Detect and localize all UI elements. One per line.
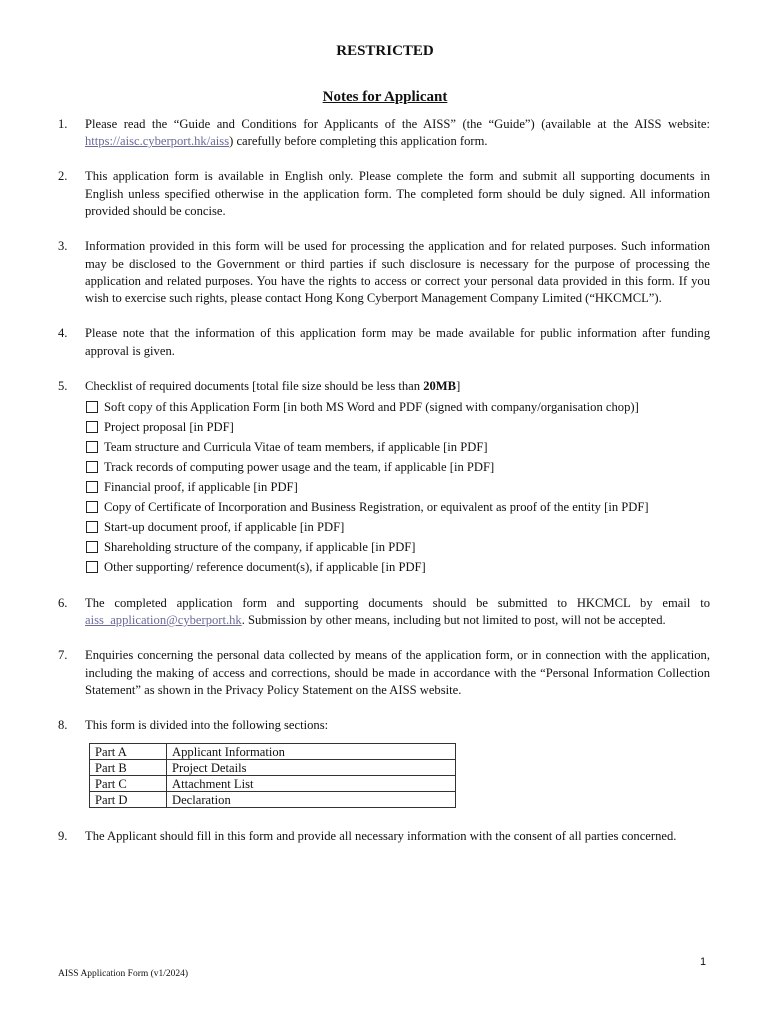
note-6 bbox=[58, 595, 710, 630]
checklist-intro bbox=[85, 378, 710, 395]
page-number: 1 bbox=[700, 956, 707, 968]
checklist-item-label: Financial proof, if applicable [in PDF] bbox=[104, 480, 298, 495]
checklist-item-label: Track records of computing power usage and the team, if applicable [in PDF] bbox=[104, 460, 495, 475]
checklist-item[interactable] bbox=[85, 437, 710, 457]
file-size-limit: 20MB bbox=[423, 378, 457, 393]
section-part-cell: Part A bbox=[90, 744, 167, 760]
note-text: Please note that the information of this application form may be made available for public information after funding approval is given. bbox=[85, 326, 710, 358]
checklist-item[interactable] bbox=[85, 397, 710, 417]
checklist-item[interactable] bbox=[85, 497, 710, 517]
document-checklist bbox=[85, 397, 710, 577]
note-text-segment: The completed application form and supporting documents should be submitted to HKCMCL by email to bbox=[85, 595, 710, 610]
table-row bbox=[90, 792, 456, 808]
note-4 bbox=[58, 325, 710, 360]
note-5 bbox=[58, 378, 710, 577]
note-text: This form is divided into the following sections: bbox=[85, 718, 329, 733]
footer-form-label: AISS Application Form (v1/2024) bbox=[58, 969, 189, 979]
checkbox-icon[interactable] bbox=[86, 561, 98, 573]
note-number: 2. bbox=[58, 169, 68, 184]
note-text-segment: Please read the “Guide and Conditions for Applicants of the AISS” (the “Guide”) (available at the AISS website: bbox=[85, 117, 710, 131]
sections-table bbox=[89, 743, 456, 808]
note-9 bbox=[58, 828, 710, 845]
note-8 bbox=[58, 717, 710, 808]
note-number: 6. bbox=[58, 595, 68, 610]
checklist-item-label: Team structure and Curricula Vitae of team members, if applicable [in PDF] bbox=[104, 440, 488, 455]
table-row bbox=[90, 760, 456, 776]
note-number: 3. bbox=[58, 239, 68, 254]
section-name-cell: Project Details bbox=[167, 760, 456, 776]
note-number: 7. bbox=[58, 648, 68, 663]
section-name-cell: Applicant Information bbox=[167, 744, 456, 760]
aiss-website-link[interactable]: https://aisc.cyberport.hk/aiss bbox=[85, 134, 230, 149]
section-name-cell: Declaration bbox=[167, 792, 456, 808]
note-text: Information provided in this form will be used for processing the application and for related purposes. Such information may be disclosed to the Government or third parties if such disclosure is necessary for the purpose of processing the application and related purposes. You have the rights to access or correct your personal data provided in this form. If you wish to exercise such rights, please contact Hong Kong Cyberport Management Company Limited (“HKCMCL”). bbox=[85, 239, 710, 306]
checklist-item[interactable] bbox=[85, 537, 710, 557]
notes-list bbox=[58, 116, 710, 863]
note-number: 9. bbox=[58, 829, 68, 844]
section-part-cell: Part C bbox=[90, 776, 167, 792]
checklist-item-label: Soft copy of this Application Form [in both MS Word and PDF (signed with company/organisation chop)] bbox=[104, 400, 639, 415]
checkbox-icon[interactable] bbox=[86, 481, 98, 493]
note-text bbox=[85, 116, 710, 151]
note-text-segment: ) carefully before completing this application form. bbox=[229, 134, 488, 149]
note-number: 5. bbox=[58, 378, 68, 393]
note-text bbox=[85, 595, 710, 630]
note-text-segment: Checklist of required documents [total file size should be less than bbox=[85, 378, 424, 393]
checklist-item-label: Copy of Certificate of Incorporation and Business Registration, or equivalent as proof of the entity [in PDF] bbox=[104, 500, 649, 515]
section-part-cell: Part B bbox=[90, 760, 167, 776]
checklist-item-label: Start-up document proof, if applicable [in PDF] bbox=[104, 520, 345, 535]
note-text: This application form is available in English only. Please complete the form and submit all supporting documents in English unless specified otherwise in the application form. The completed form should be duly signed. All information provided should be concise. bbox=[85, 169, 710, 219]
classification-label: RESTRICTED bbox=[336, 43, 434, 59]
checkbox-icon[interactable] bbox=[86, 401, 98, 413]
page-title: Notes for Applicant bbox=[322, 89, 448, 105]
table-row bbox=[90, 744, 456, 760]
note-text: Enquiries concerning the personal data collected by means of the application form, or in connection with the application, including the making of access and corrections, should be made in accordance with the “Personal Information Collection Statement” as shown in the Privacy Policy Statement on the AISS website. bbox=[85, 648, 710, 698]
checklist-item-label: Project proposal [in PDF] bbox=[104, 420, 234, 435]
checkbox-icon[interactable] bbox=[86, 501, 98, 513]
checklist-item[interactable] bbox=[85, 517, 710, 537]
checklist-item-label: Other supporting/ reference document(s), if applicable [in PDF] bbox=[104, 560, 426, 575]
note-number: 8. bbox=[58, 718, 68, 733]
checklist-item[interactable] bbox=[85, 477, 710, 497]
note-text-segment: ] bbox=[456, 378, 461, 393]
note-text: The Applicant should fill in this form and provide all necessary information with the consent of all parties concerned. bbox=[85, 829, 677, 844]
note-2 bbox=[58, 168, 710, 220]
checklist-item[interactable] bbox=[85, 557, 710, 577]
checklist-item[interactable] bbox=[85, 457, 710, 477]
note-1 bbox=[58, 116, 710, 151]
table-row bbox=[90, 776, 456, 792]
checkbox-icon[interactable] bbox=[86, 421, 98, 433]
section-part-cell: Part D bbox=[90, 792, 167, 808]
note-3 bbox=[58, 238, 710, 308]
checkbox-icon[interactable] bbox=[86, 521, 98, 533]
note-number: 4. bbox=[58, 326, 68, 341]
checklist-item[interactable] bbox=[85, 417, 710, 437]
checkbox-icon[interactable] bbox=[86, 461, 98, 473]
note-7 bbox=[58, 647, 710, 699]
checklist-item-label: Shareholding structure of the company, if applicable [in PDF] bbox=[104, 540, 416, 555]
application-email-link[interactable]: aiss_application@cyberport.hk bbox=[85, 613, 242, 628]
note-text-segment: . Submission by other means, including but not limited to post, will not be accepted. bbox=[241, 613, 666, 628]
checkbox-icon[interactable] bbox=[86, 441, 98, 453]
checkbox-icon[interactable] bbox=[86, 541, 98, 553]
note-number: 1. bbox=[58, 117, 68, 131]
section-name-cell: Attachment List bbox=[167, 776, 456, 792]
